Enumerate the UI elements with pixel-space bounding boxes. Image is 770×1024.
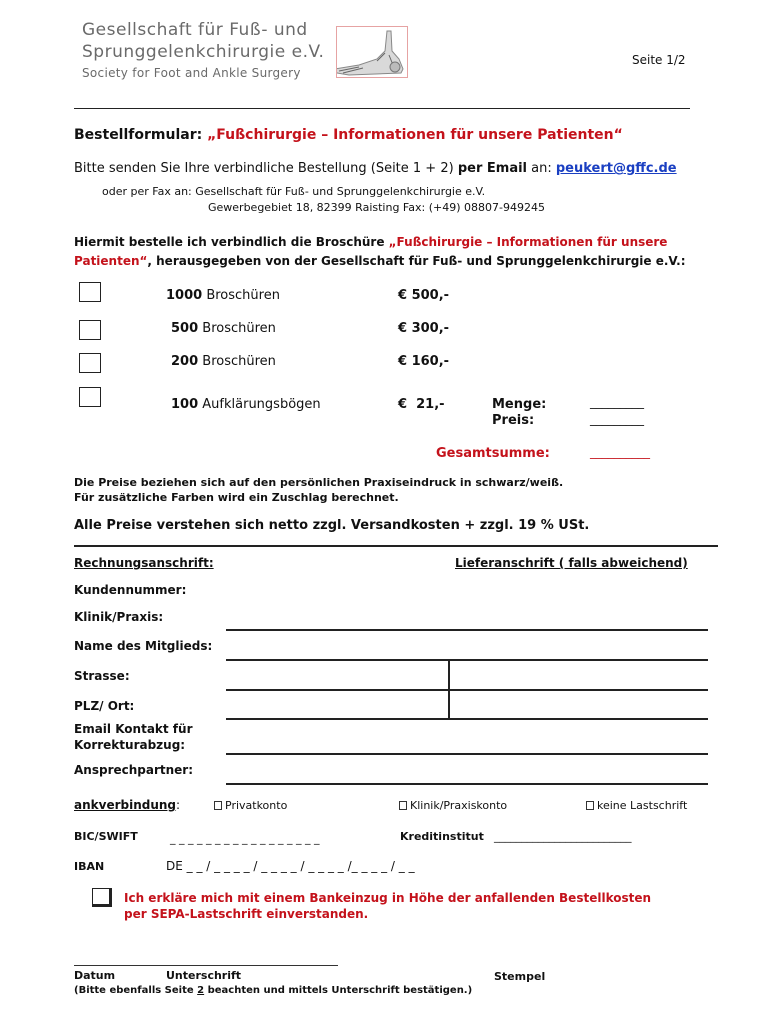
item-price: € 21,- <box>398 397 445 412</box>
date-label: Datum <box>74 969 116 982</box>
order-statement-line2 <box>74 254 686 268</box>
item-qty: 1000 <box>166 288 203 303</box>
street-label: Strasse: <box>74 669 130 683</box>
contact-person-label: Ansprechpartner: <box>74 763 194 777</box>
org-name-line1: Gesellschaft für Fuß- und <box>82 20 308 40</box>
item-label: Aufklärungsbögen <box>202 397 321 412</box>
zip-city-field-line[interactable] <box>226 718 708 720</box>
page-number: Seite 1/2 <box>632 53 686 67</box>
email-contact-label-line1: Email Kontakt für <box>74 722 193 736</box>
item-qty: 100 <box>171 397 199 412</box>
order-statement-part4: , herausgegeben von der Gesellschaft für Fuß- und Sprunggelenkchirurgie e.V.: <box>147 254 686 268</box>
intro-suffix: an: <box>531 161 552 176</box>
price-note-line1: Die Preise beziehen sich auf den persönlichen Praxiseindruck in schwarz/weiß. <box>74 476 564 489</box>
member-name-field-line[interactable] <box>226 659 708 661</box>
item-row-500 <box>171 321 276 336</box>
total-field[interactable]: __________ <box>590 445 650 459</box>
order-statement-part3: Patienten“ <box>74 254 148 268</box>
title-highlight: „Fußchirurgie – Informationen für unsere Patienten“ <box>207 127 623 143</box>
item-row-100 <box>171 397 321 412</box>
option-clinic-account[interactable] <box>399 799 507 812</box>
checkbox-icon[interactable] <box>214 801 222 810</box>
footer-note-pre: (Bitte ebenfalls Seite <box>74 985 198 996</box>
zip-city-label: PLZ/ Ort: <box>74 699 135 713</box>
option-private-account[interactable] <box>214 799 287 812</box>
member-name-label: Name des Mitglieds: <box>74 639 213 653</box>
option-label: Klinik/Praxiskonto <box>410 799 508 812</box>
preis-label: Preis: <box>492 413 535 428</box>
email-contact-label-line2: Korrekturabzug: <box>74 738 186 752</box>
item-label: Broschüren <box>202 321 276 336</box>
item-row-200 <box>171 354 276 369</box>
item-qty: 200 <box>171 354 199 369</box>
menge-label: Menge: <box>492 397 547 412</box>
footer-note-post: beachten und mittels Unterschrift bestätigen.) <box>204 985 473 996</box>
sepa-consent-checkbox[interactable] <box>92 888 112 907</box>
intro-line <box>74 161 677 176</box>
credit-institute-field[interactable]: _________________________ <box>494 830 632 843</box>
customer-number-label: Kundennummer: <box>74 583 187 597</box>
option-no-debit[interactable] <box>586 799 687 812</box>
section-divider <box>74 545 718 547</box>
bank-details-label: ankverbindung <box>74 798 177 812</box>
item-label: Broschüren <box>206 288 280 303</box>
item-label: Broschüren <box>202 354 276 369</box>
credit-institute-label: Kreditinstitut <box>400 830 484 843</box>
bank-details-colon: : <box>176 798 181 812</box>
bic-field[interactable]: _ _ _ _ _ _ _ _ _ _ _ _ _ _ _ _ _ <box>170 832 320 845</box>
header-divider <box>74 108 690 109</box>
iban-label: IBAN <box>74 860 105 873</box>
item-qty: 500 <box>171 321 199 336</box>
order-statement-part2: „Fußchirurgie – Informationen für unsere <box>388 235 668 249</box>
option-label: Privatkonto <box>225 799 288 812</box>
checkbox-item-500[interactable] <box>79 320 101 340</box>
price-note-line2: Für zusätzliche Farben wird ein Zuschlag berechnet. <box>74 491 399 504</box>
preis-field[interactable]: _________ <box>590 412 644 426</box>
signature-line[interactable] <box>74 965 338 966</box>
order-statement-line1 <box>74 235 667 249</box>
bank-details-heading <box>74 798 180 812</box>
page-title <box>74 127 623 143</box>
email-contact-field-line[interactable] <box>226 753 708 755</box>
title-prefix: Bestellformular: <box>74 127 203 143</box>
item-price: € 300,- <box>398 321 450 336</box>
menge-field[interactable]: _________ <box>590 395 644 409</box>
sepa-consent-line2: per SEPA-Lastschrift einverstanden. <box>124 907 369 921</box>
email-link[interactable]: peukert@gffc.de <box>555 161 677 176</box>
clinic-label: Klinik/Praxis: <box>74 610 164 624</box>
checkbox-item-100[interactable] <box>79 387 101 407</box>
street-field-line[interactable] <box>226 689 708 691</box>
total-label: Gesamtsumme: <box>436 446 550 461</box>
intro-text: Bitte senden Sie Ihre verbindliche Bestellung (Seite 1 + 2) <box>74 161 454 176</box>
checkbox-item-200[interactable] <box>79 353 101 373</box>
bic-label: BIC/SWIFT <box>74 830 138 843</box>
signature-label: Unterschrift <box>166 969 242 982</box>
iban-field[interactable]: DE _ _ / _ _ _ _ / _ _ _ _ / _ _ _ _ /_ _ _ _ / _ _ <box>166 859 415 873</box>
org-name-line3: Society for Foot and Ankle Surgery <box>82 66 301 80</box>
option-label: keine Lastschrift <box>597 799 688 812</box>
delivery-address-heading: Lieferanschrift ( falls abweichend) <box>455 556 688 570</box>
foot-skeleton-icon <box>336 26 408 78</box>
fax-line2: Gewerbegebiet 18, 82399 Raisting Fax: (+49) 08807-949245 <box>208 201 545 214</box>
org-name-line2: Sprunggelenkchirurgie e.V. <box>82 42 325 62</box>
checkbox-icon[interactable] <box>586 801 594 810</box>
clinic-field-line[interactable] <box>226 629 708 631</box>
net-price-note: Alle Preise verstehen sich netto zzgl. Versandkosten + zzgl. 19 % USt. <box>74 518 590 533</box>
intro-bold: per Email <box>457 161 527 176</box>
checkbox-icon[interactable] <box>399 801 407 810</box>
item-price: € 160,- <box>398 354 450 369</box>
fax-line1: oder per Fax an: Gesellschaft für Fuß- und Sprunggelenkchirurgie e.V. <box>102 185 486 198</box>
checkbox-item-1000[interactable] <box>79 282 101 302</box>
item-row-1000 <box>166 288 280 303</box>
contact-person-field-line[interactable] <box>226 783 708 785</box>
stamp-label: Stempel <box>494 970 546 983</box>
billing-address-heading: Rechnungsanschrift: <box>74 556 214 570</box>
order-statement-part1: Hiermit bestelle ich verbindlich die Broschüre <box>74 235 385 249</box>
footer-note-page: 2 <box>197 985 205 996</box>
item-price: € 500,- <box>398 288 450 303</box>
address-column-divider <box>448 660 450 719</box>
sepa-consent-line1: Ich erkläre mich mit einem Bankeinzug in Höhe der anfallenden Bestellkosten <box>124 891 652 905</box>
footer-note <box>74 985 472 996</box>
